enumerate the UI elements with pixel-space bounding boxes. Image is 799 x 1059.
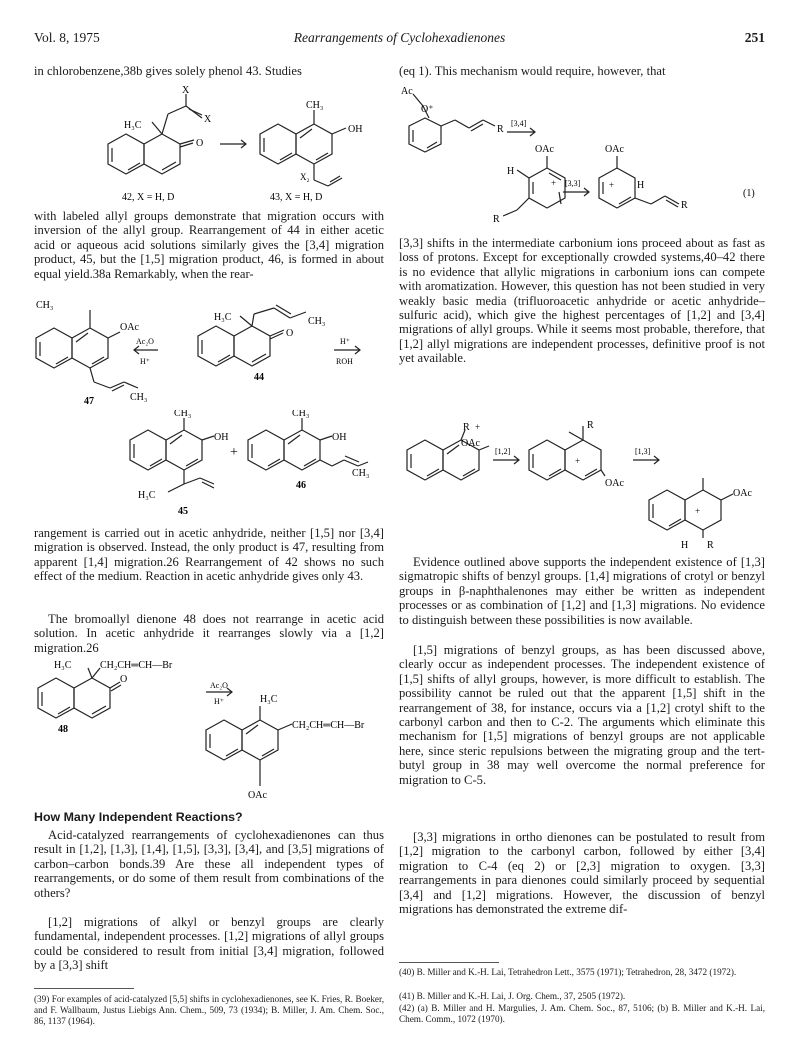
- label-44-o: O: [286, 328, 294, 339]
- scheme-45-46: [34, 410, 384, 522]
- footnote-42: (42) (a) B. Miller and H. Margulies, J. Am. Chem. Soc., 87, 5106; (b) B. Miller and K.-H. Lai, Chem. Comm., 1072 (1970).: [399, 1003, 765, 1024]
- plus-1: +: [475, 422, 481, 432]
- label-oac-3: OAc: [733, 488, 752, 499]
- label-47-oac: OAc: [120, 322, 139, 333]
- label-oplus: O⁺: [421, 104, 434, 115]
- label-compound-47: 47: [84, 396, 94, 407]
- page-number: 251: [744, 30, 765, 45]
- running-header: [34, 30, 765, 50]
- label-h-end: H: [637, 180, 645, 191]
- label-r-start: R: [497, 124, 504, 135]
- cation-plus-mid: +: [551, 178, 557, 188]
- left-paragraph-6: [1,2] migrations of alkyl or benzyl groups are clearly fundamental, independent processes. [1,2] migrations of allyl groups could be considered to result from initial [3,4] migration, followed by a [3,3] shift: [34, 915, 384, 973]
- shift-33: [3,3]: [565, 179, 581, 188]
- plus-2: +: [575, 456, 581, 466]
- section-heading: How Many Independent Reactions?: [34, 810, 243, 824]
- journal-volume: Vol. 8, 1975: [34, 30, 100, 45]
- label-compound-42: 42, X = H, D: [122, 192, 175, 203]
- reagent-48-ac2o: Ac₂O: [210, 681, 228, 690]
- label-product-h3c: H₃C: [260, 694, 278, 705]
- reagent-roh: ROH: [336, 357, 353, 366]
- label-oac-1: OAc: [461, 438, 480, 449]
- reagent-hplus: H⁺: [140, 357, 150, 366]
- label-48-h3c: H₃C: [54, 660, 72, 671]
- label-product-chain: CH₂CH═CH—Br: [292, 720, 365, 731]
- label-compound-45: 45: [178, 506, 188, 517]
- running-title: Rearrangements of Cyclohexadienones: [293, 30, 506, 45]
- label-45-ch3: CH₃: [174, 410, 192, 419]
- label-46-oh: OH: [332, 432, 347, 443]
- scheme-42-43: [34, 84, 384, 208]
- plus-3: +: [695, 506, 701, 516]
- footnote-40: (40) B. Miller and K.-H. Lai, Tetrahedron Lett., 3575 (1971); Tetrahedron, 28, 3472 (1972).: [399, 967, 737, 977]
- label-oh: OH: [348, 124, 363, 135]
- label-45-oh: OH: [214, 432, 229, 443]
- label-oac-2: OAc: [605, 478, 624, 489]
- label-product-oac: OAc: [248, 790, 267, 801]
- left-paragraph-3: rangement is carried out in acetic anhydride, neither [1,5] nor [3,4] migration is observed. Instead, the only product is 47, resulting from apparent [1,4] migration.26 Rearrangement of 42 shows no such effect of the medium. Reaction in acetic anhydride gives only 43.: [34, 526, 384, 584]
- label-r-mid: R: [493, 214, 500, 225]
- right-paragraph-1: (eq 1). This mechanism would require, however, that: [399, 64, 666, 78]
- label-46-ch3-chain: CH₃: [352, 468, 370, 479]
- shift-34: [3,4]: [511, 119, 527, 128]
- label-r-1: R: [463, 422, 470, 433]
- reagent-ac2o: Ac₂O: [136, 337, 154, 346]
- label-47-ch3-bottom: CH₃: [130, 392, 148, 403]
- left-paragraph-2: with labeled allyl groups demonstrate that migration occurs with inversion of the allyl group. Rearrangement of 44 in either acetic acid or aqueous acid solutions similarly gives the [3,4] migration product, 45, but the [1,5] migration product, 46, is formed in about equal yield.38a Remarkably, when the rear-: [34, 209, 384, 281]
- footnote-rule-right: [399, 962, 499, 963]
- shift-12: [1,2]: [495, 447, 511, 456]
- left-paragraph-4: The bromoallyl dienone 48 does not rearrange in acetic acid solution. In acetic anhydride it rearranges slowly via a [1,2] migration.26: [34, 612, 384, 655]
- right-paragraph-4: [1,5] migrations of benzyl groups, as has been discussed above, clearly occur as independent processes. The independent existence of [1,5] shifts of allyl groups, however, is more difficult to establish. The possibility cannot be ruled out that the apparent [1,5] shift in the rearrangement of 38, for instance, occurs via a [1,2] crotyl shift to the carbonyl carbon and then to C-2. The arguments which eliminate this mechanism for [1,5] migrations of benzyl groups are not applicable here, since steric repulsions between the migrating group and the tert-butyl group in 38 may well overcome the normal preference for migration to C-5.: [399, 643, 765, 787]
- label-46-ch3: CH₃: [292, 410, 310, 419]
- right-paragraph-2: [3,3] shifts in the intermediate carbonium ions proceed about as fast as loss of protons. Except for exceptionally crowded systems,40–42 there is no evidence that allylic migrations in carbonium ions can compete with aromatization. However, this question has not been studied in very weakly basic media (trifluoroacetic anhydride or acetic anhydride–sulfuric acid), which give the highest percentages of [1,2] and [3,4] migrations of allyl groups. While it seems most probable, therefore, that [1,2] allyl migrations are independent processes, definitive proof is not yet available.: [399, 236, 765, 366]
- cation-plus-end: +: [609, 180, 615, 190]
- label-44-ch3: CH₃: [308, 316, 326, 327]
- label-o: O: [196, 138, 204, 149]
- label-h3c: H₃C: [124, 120, 142, 131]
- label-44-h3c: H₃C: [214, 312, 232, 323]
- scheme-benzyl-migration: [399, 420, 765, 550]
- label-x-top: X: [182, 85, 190, 96]
- left-paragraph-1: in chlorobenzene,38b gives solely phenol 43. Studies: [34, 64, 302, 78]
- label-r-2: R: [587, 420, 594, 431]
- label-48-o: O: [120, 674, 128, 685]
- label-h: H: [681, 540, 689, 550]
- label-x2: X₂: [300, 172, 310, 182]
- label-h-mid: H: [507, 166, 515, 177]
- reagent-hplus-2: H⁺: [340, 337, 350, 346]
- scheme-44-47: [34, 296, 384, 410]
- label-compound-44: 44: [254, 372, 264, 383]
- label-x-right: X: [204, 114, 212, 125]
- plus-sign: +: [230, 445, 238, 460]
- label-r-3: R: [707, 540, 714, 550]
- scheme-48: [34, 658, 384, 808]
- footnote-39: (39) For examples of acid-catalyzed [5,5] shifts in cyclohexadienones, see K. Fries, R. Boeker, and F. Wallbaum, Justus Liebigs Ann. Chem., 509, 73 (1934); B. Miller, J. Am. Chem. Soc., 86, 1137 (1964).: [34, 994, 384, 1026]
- left-paragraph-5: Acid-catalyzed rearrangements of cyclohexadienones can thus result in [1,2], [1,3], [1,4], [1,5], [3,3], [3,4], and [3,5] migrations of carbon–carbon bonds.39 Are these all independent types of rearrangements, or do some of them result from combinations of the others?: [34, 828, 384, 900]
- label-compound-48: 48: [58, 724, 68, 735]
- label-ch3: CH₃: [306, 100, 324, 111]
- label-45-h3c: H₃C: [138, 490, 156, 501]
- label-r-end: R: [681, 200, 688, 211]
- shift-13: [1,3]: [635, 447, 651, 456]
- label-oac-mid: OAc: [535, 144, 554, 155]
- label-48-chain: CH₂CH═CH—Br: [100, 660, 173, 671]
- right-paragraph-5: [3,3] migrations in ortho dienones can be postulated to result from [1,2] migration to the carbonyl carbon, followed by either [3,4] migration to C-4 (eq 2) or [2,3] migration to oxygen. [3,3] rearrangements in para dienones could similarly proceed by sequential [3,4] and [1,2] migrations. However, the discussion of benzyl migrations has demonstrated the extreme dif-: [399, 830, 765, 917]
- label-47-ch3-top: CH₃: [36, 300, 54, 311]
- label-oac-end: OAc: [605, 144, 624, 155]
- label-compound-43: 43, X = H, D: [270, 192, 323, 203]
- right-paragraph-3: Evidence outlined above supports the independent existence of [1,3] sigmatropic shifts of benzyl groups. [1,4] migrations of crotyl or benzyl groups in β-naphthalenones may either be written as independent processes or as combination of [1,2] and [1,3] migrations. No evidence to distinguish between these possibilities is now available.: [399, 555, 765, 627]
- footnote-rule-left: [34, 988, 134, 989]
- equation-number: (1): [743, 188, 755, 199]
- footnote-41: (41) B. Miller and K.-H. Lai, J. Org. Chem., 37, 2505 (1972).: [399, 991, 626, 1001]
- label-compound-46: 46: [296, 480, 306, 491]
- reagent-48-hplus: H⁺: [214, 697, 224, 706]
- equation-1: [399, 82, 765, 234]
- label-ac: Ac: [401, 86, 413, 97]
